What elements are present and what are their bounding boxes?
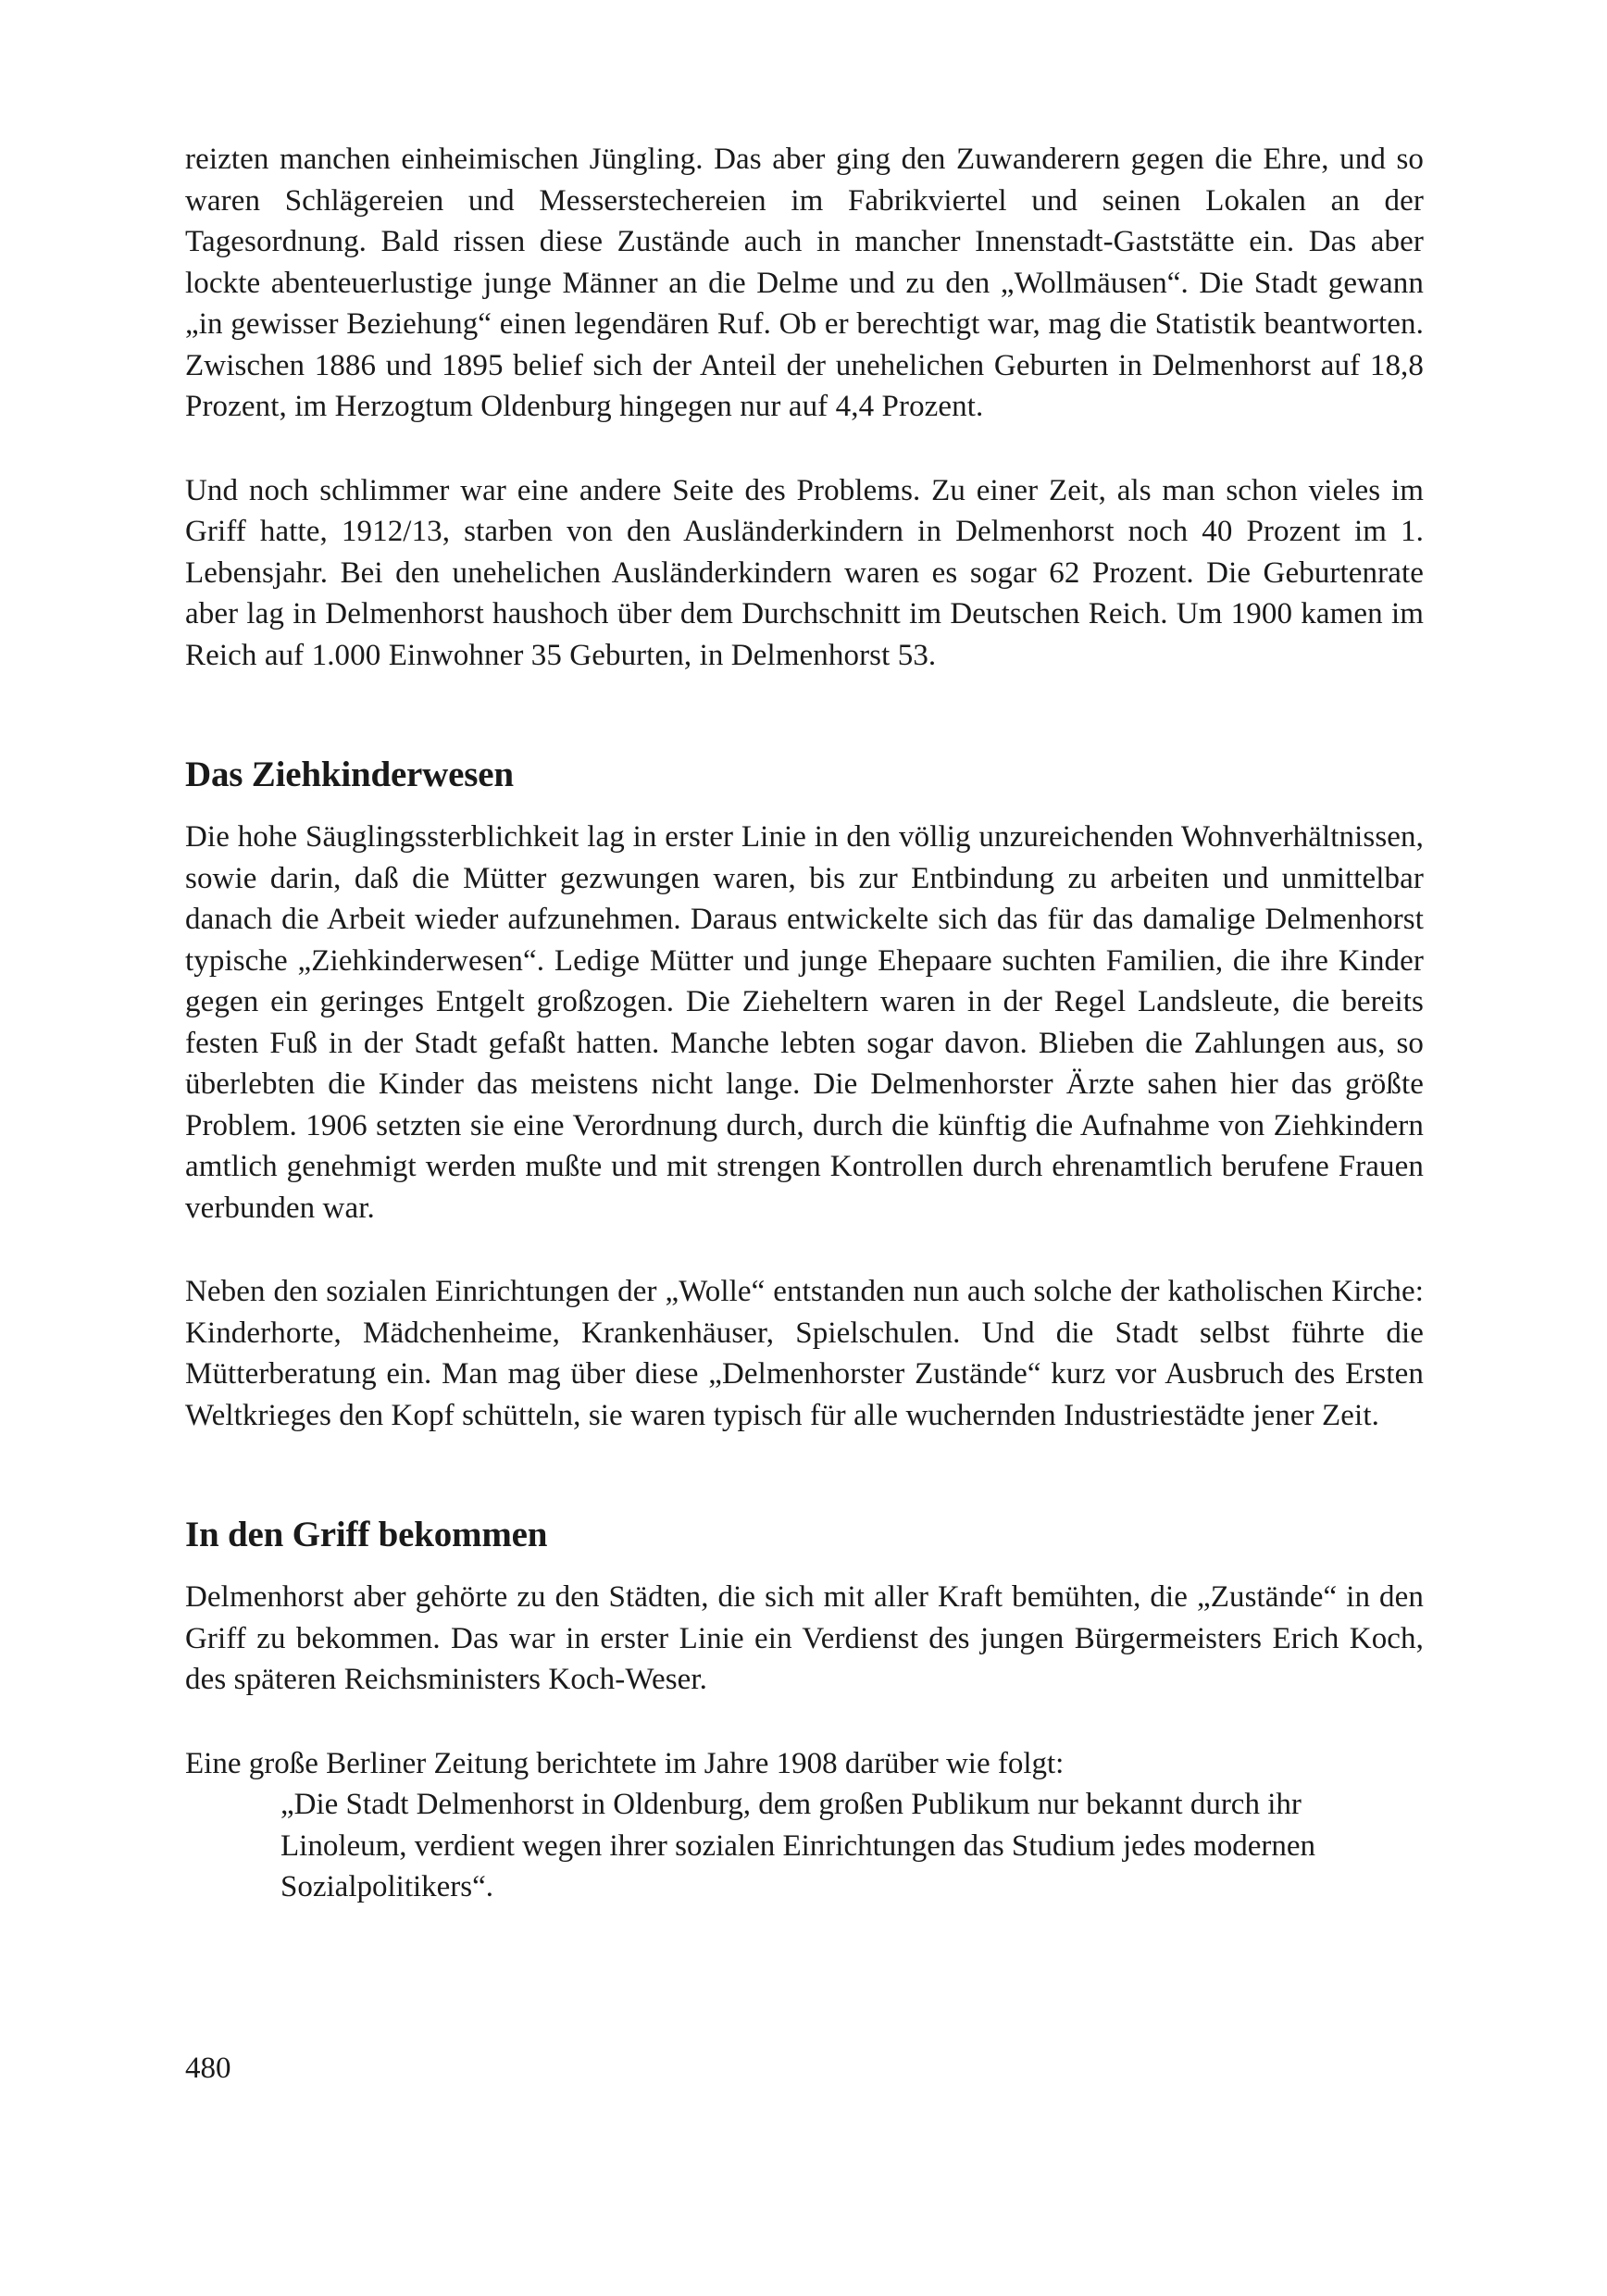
paragraph-5: Delmenhorst aber gehörte zu den Städten, die sich mit aller Kraft bemühten, die „Zustände“ in den Griff zu bekommen. Das war in erster Linie ein Verdienst des jungen Bürgermeisters Erich Koch, des späteren Reichsministers Koch-Weser. [185, 1580, 1424, 1696]
block-quote: „Die Stadt Delmenhorst in Oldenburg, dem großen Publikum nur bekannt durch ihr Linoleum, verdient wegen ihrer sozialen Einrichtungen das Studium jedes modernen Sozialpolitikers“. [280, 1788, 1316, 1903]
spacer [185, 1229, 1424, 1271]
spacer [185, 1436, 1424, 1512]
paragraph-4: Neben den sozialen Einrichtungen der „Wolle“ entstanden nun auch solche der katholischen Kirche: Kinderhorte, Mädchenheime, Krankenhäuser, Spielschulen. Und die Stadt selbst führte die Mütterberatung ein. Man mag über diese „Delmenhorster Zustände“ kurz vor Ausbruch des Ersten Weltkrieges den Kopf schütteln, sie waren typisch für alle wuchernden Industriestädte jener Zeit. [185, 1275, 1424, 1432]
spacer [185, 1701, 1424, 1743]
page-number: 480 [185, 2052, 231, 2085]
spacer [185, 428, 1424, 470]
section-heading-griff: In den Griff bekommen [185, 1515, 548, 1554]
spacer [185, 1558, 1424, 1577]
paragraph-2: Und noch schlimmer war eine andere Seite des Problems. Zu einer Zeit, als man schon vieles im Griff hatte, 1912/13, starben von den Ausländerkindern in Delmenhorst noch 40 Prozent im 1. Lebensjahr. Bei den unehelichen Ausländerkindern waren es sogar 62 Prozent. Die Geburtenrate aber lag in Delmenhorst haushoch über dem Durchschnitt im Deutschen Reich. Um 1900 kamen im Reich auf 1.000 Einwohner 35 Geburten, in Delmenhorst 53. [185, 473, 1424, 672]
page-body [185, 139, 1424, 1908]
spacer [185, 798, 1424, 817]
paragraph-6: Eine große Berliner Zeitung berichtete im Jahre 1908 darüber wie folgt: [185, 1746, 1065, 1780]
paragraph-1: reizten manchen einheimischen Jüngling. Das aber ging den Zuwanderern gegen die Ehre, und so waren Schlägereien und Messerstechereien im Fabrikviertel und seinen Lokalen an der Tagesordnung. Bald rissen diese Zustände auch in mancher Innenstadt-Gaststätte ein. Das aber lockte abenteuerlustige junge Männer an die Delme und zu den „Wollmäusen“. Die Stadt gewann „in gewisser Beziehung“ einen legendären Ruf. Ob er berechtigt war, mag die Statistik beantworten. Zwischen 1886 und 1895 belief sich der Anteil der unehelichen Geburten in Delmenhorst auf 18,8 Prozent, im Herzogtum Oldenburg hingegen nur auf 4,4 Prozent. [185, 143, 1424, 423]
spacer [185, 676, 1424, 752]
section-heading-ziehkinderwesen: Das Ziehkinderwesen [185, 755, 514, 794]
paragraph-3: Die hohe Säuglingssterblichkeit lag in erster Linie in den völlig unzureichenden Wohnverhältnissen, sowie darin, daß die Mütter gezwungen waren, bis zur Entbindung zu arbeiten und unmittelbar danach die Arbeit wieder aufzunehmen. Daraus entwickelte sich das für das damalige Delmenhorst typische „Ziehkinderwesen“. Ledige Mütter und junge Ehepaare suchten Familien, die ihre Kinder gegen ein geringes Entgelt großzogen. Die Zieheltern waren in der Regel Landsleute, die bereits festen Fuß in der Stadt gefaßt hatten. Manche lebten sogar davon. Blieben die Zahlungen aus, so überlebten die Kinder das meistens nicht lange. Die Delmenhorster Ärzte sahen hier das größte Problem. 1906 setzten sie eine Verordnung durch, durch die künftig die Aufnahme von Ziehkindern amtlich genehmigt werden mußte und mit strengen Kontrollen durch ehrenamtlich berufene Frauen verbunden war. [185, 820, 1424, 1225]
